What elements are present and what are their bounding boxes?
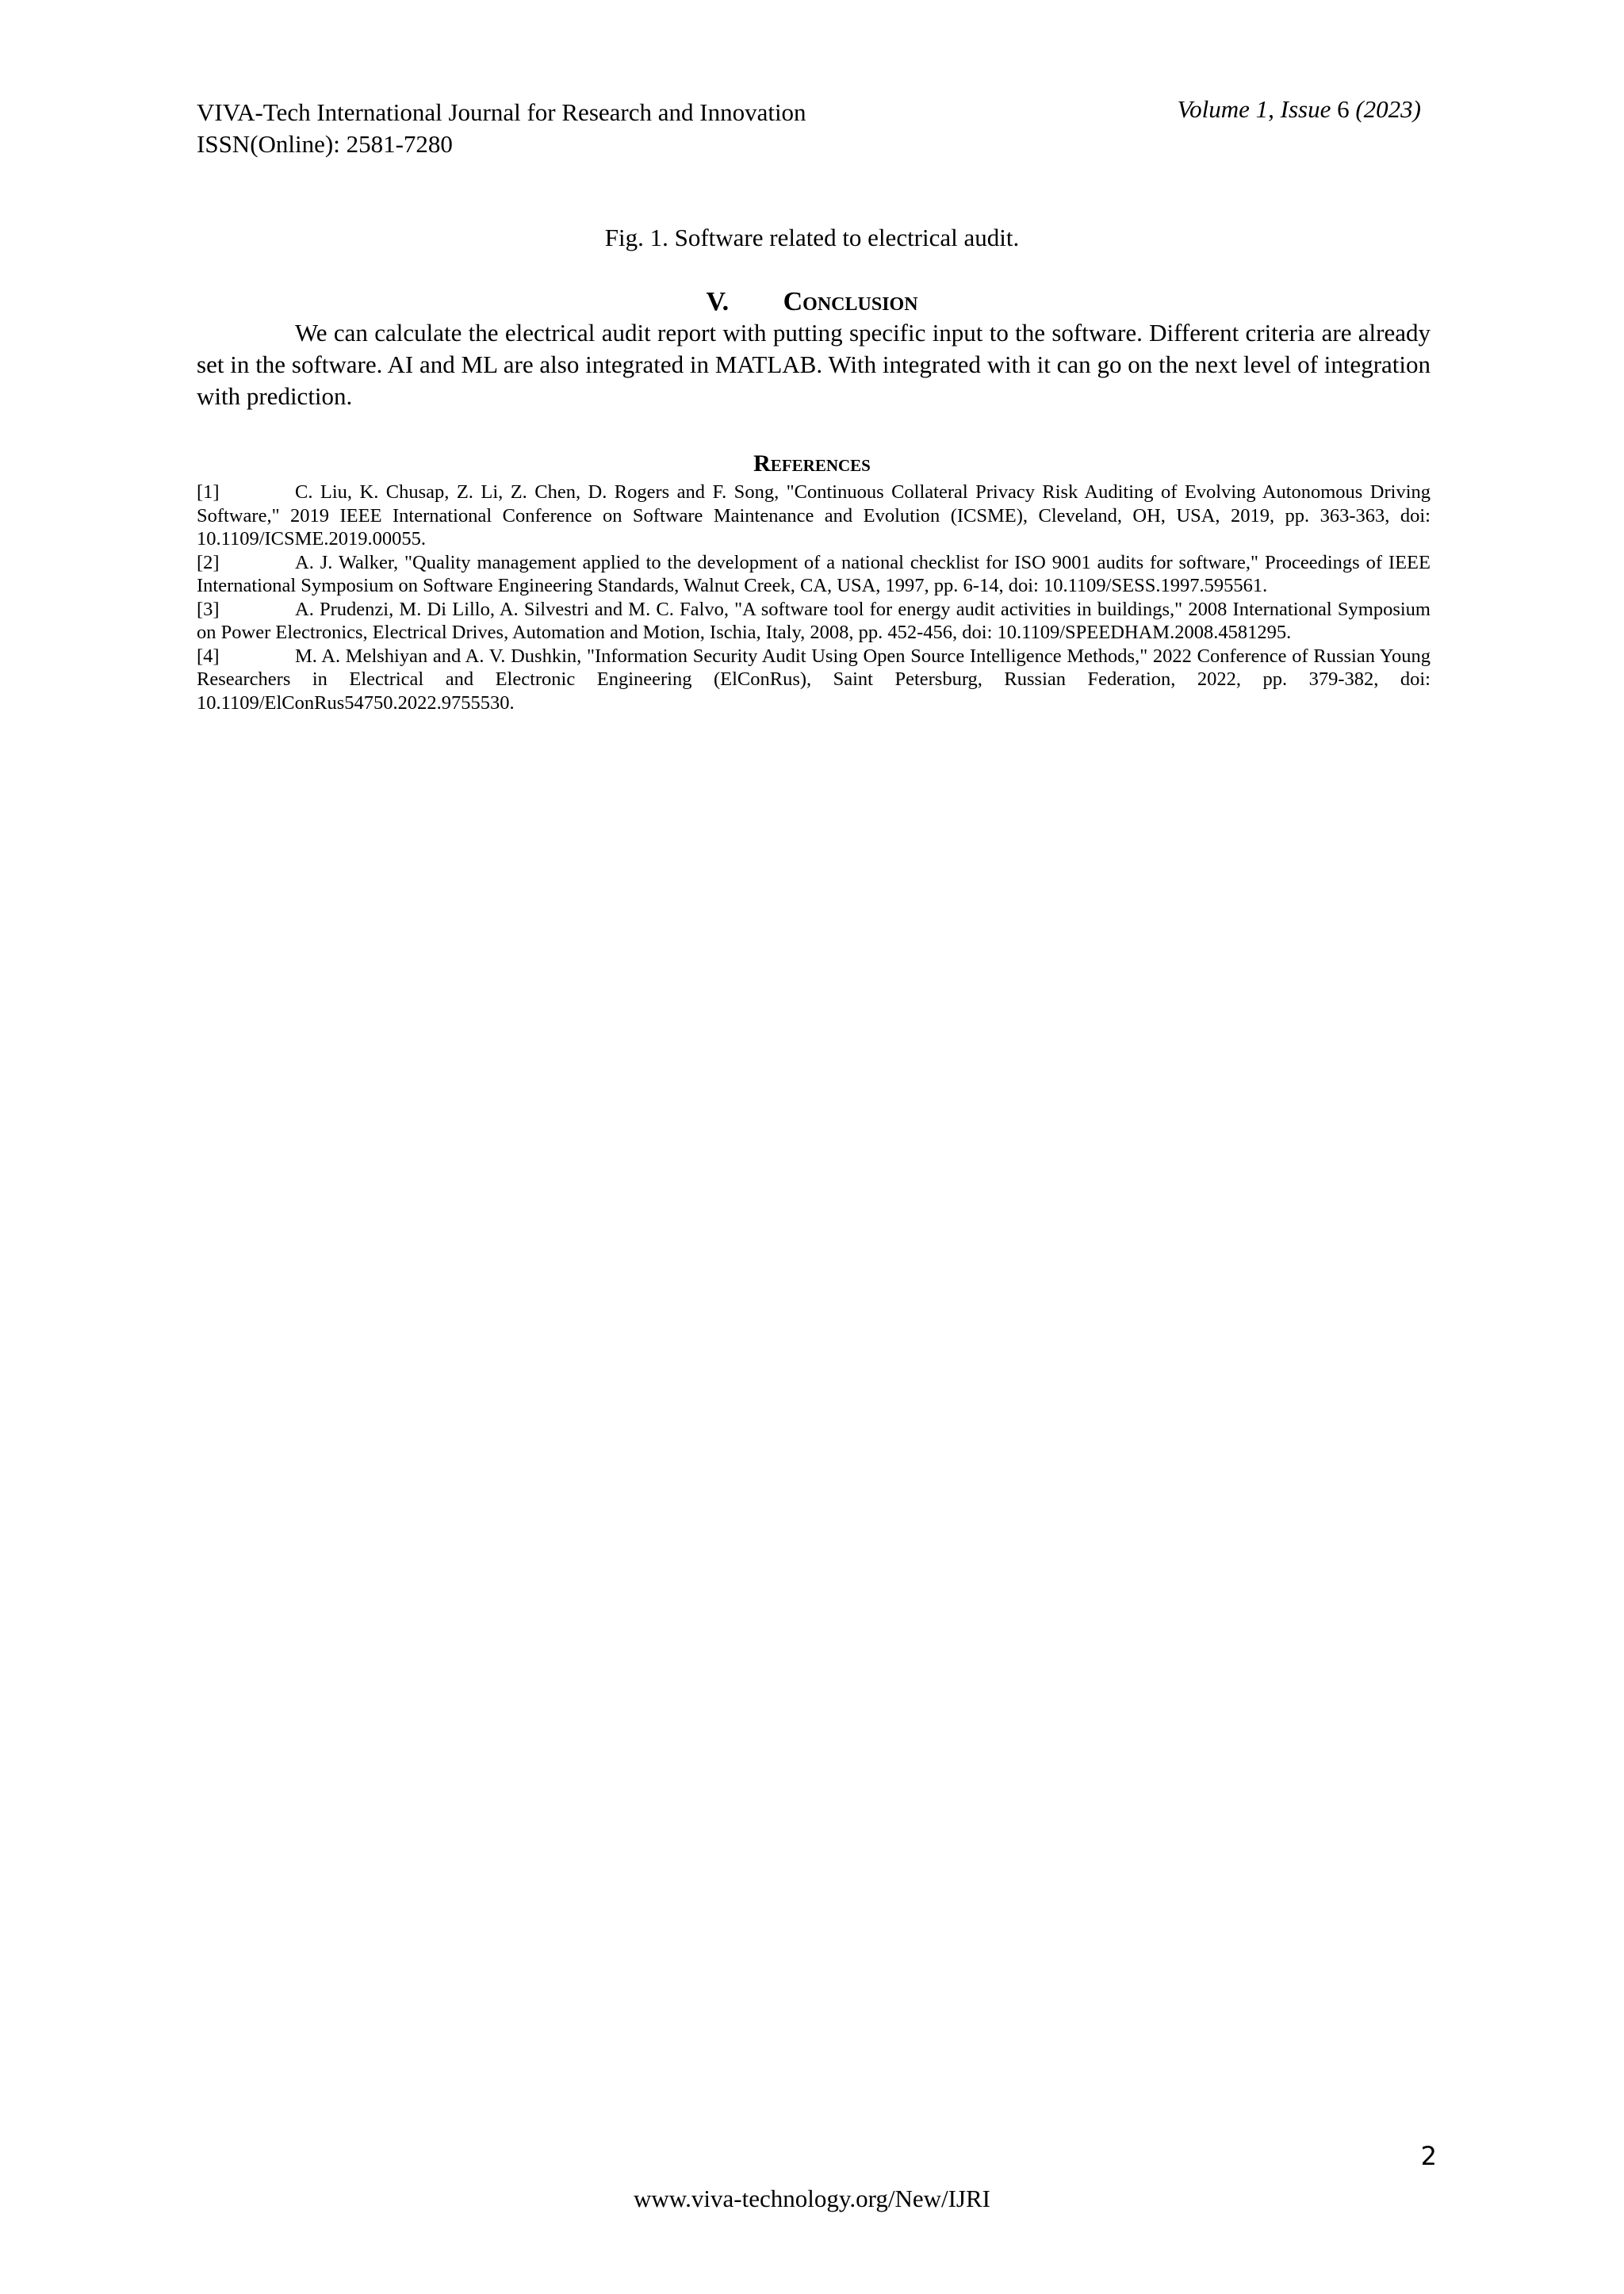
journal-title: VIVA-Tech International Journal for Research and Innovation — [197, 98, 806, 126]
reference-text: C. Liu, K. Chusap, Z. Li, Z. Chen, D. Rogers and F. Song, "Continuous Collateral Privacy Risk Auditing of Evolving Autonomous Driving Software," 2019 IEEE International Conference on Software Maintenance and Evolution (ICSME), Cleveland, OH, USA, 2019, pp. 363-363, doi: 10.1109/ICSME.2019.00055. — [197, 481, 1431, 550]
reference-list — [197, 481, 1431, 714]
page-number: 2 — [1420, 2141, 1437, 2171]
reference-number: [1] — [197, 481, 220, 503]
reference-text: M. A. Melshiyan and A. V. Dushkin, "Information Security Audit Using Open Source Intelligence Methods," 2022 Conference of Russian Young Researchers in Electrical and Electronic Engineering (ElConRus), Saint Petersburg, Russian Federation, 2022, pp. 379-382, doi: 10.1109/ElConRus54750.2022.9755530. — [197, 645, 1431, 714]
reference-item — [197, 481, 1431, 551]
reference-text: A. J. Walker, "Quality management applied to the development of a national checklist for ISO 9001 audits for software," Proceedings of IEEE International Symposium on Software Engineering Standards, Walnut Creek, CA, USA, 1997, pp. 6-14, doi: 10.1109/SESS.1997.595561. — [197, 551, 1431, 596]
running-header — [197, 97, 806, 160]
reference-item — [197, 645, 1431, 715]
figure-caption: Fig. 1. Software related to electrical audit. — [604, 224, 1020, 251]
reference-item — [197, 598, 1431, 645]
section-title: Conclusion — [783, 287, 918, 316]
references-heading: References — [753, 450, 871, 477]
reference-text: A. Prudenzi, M. Di Lillo, A. Silvestri and M. C. Falvo, "A software tool for energy audit activities in buildings," 2008 International Symposium on Power Electronics, Electrical Drives, Automation and Motion, Ischia, Italy, 2008, pp. 452-456, doi: 10.1109/SPEEDHAM.2008.4581295. — [197, 598, 1431, 643]
conclusion-paragraph: We can calculate the electrical audit report with putting specific input to the software. Different criteria are already set in the software. AI and ML are also integrated in MATLAB. With integrated with it can go on the next level of integration with prediction. — [197, 319, 1431, 410]
reference-number: [2] — [197, 551, 220, 573]
year: (2023) — [1355, 95, 1421, 123]
reference-item — [197, 551, 1431, 598]
reference-number: [3] — [197, 598, 220, 620]
section-number: V. — [706, 287, 730, 316]
volume-label: Volume 1, Issue — [1177, 95, 1331, 123]
conclusion-heading — [0, 287, 1624, 317]
issn: ISSN(Online): 2581-7280 — [197, 130, 453, 158]
footer-url: www.viva-technology.org/New/IJRI — [634, 2185, 990, 2212]
volume-issue — [1178, 94, 1421, 125]
reference-number: [4] — [197, 645, 220, 667]
issue-number: 6 — [1337, 95, 1350, 123]
